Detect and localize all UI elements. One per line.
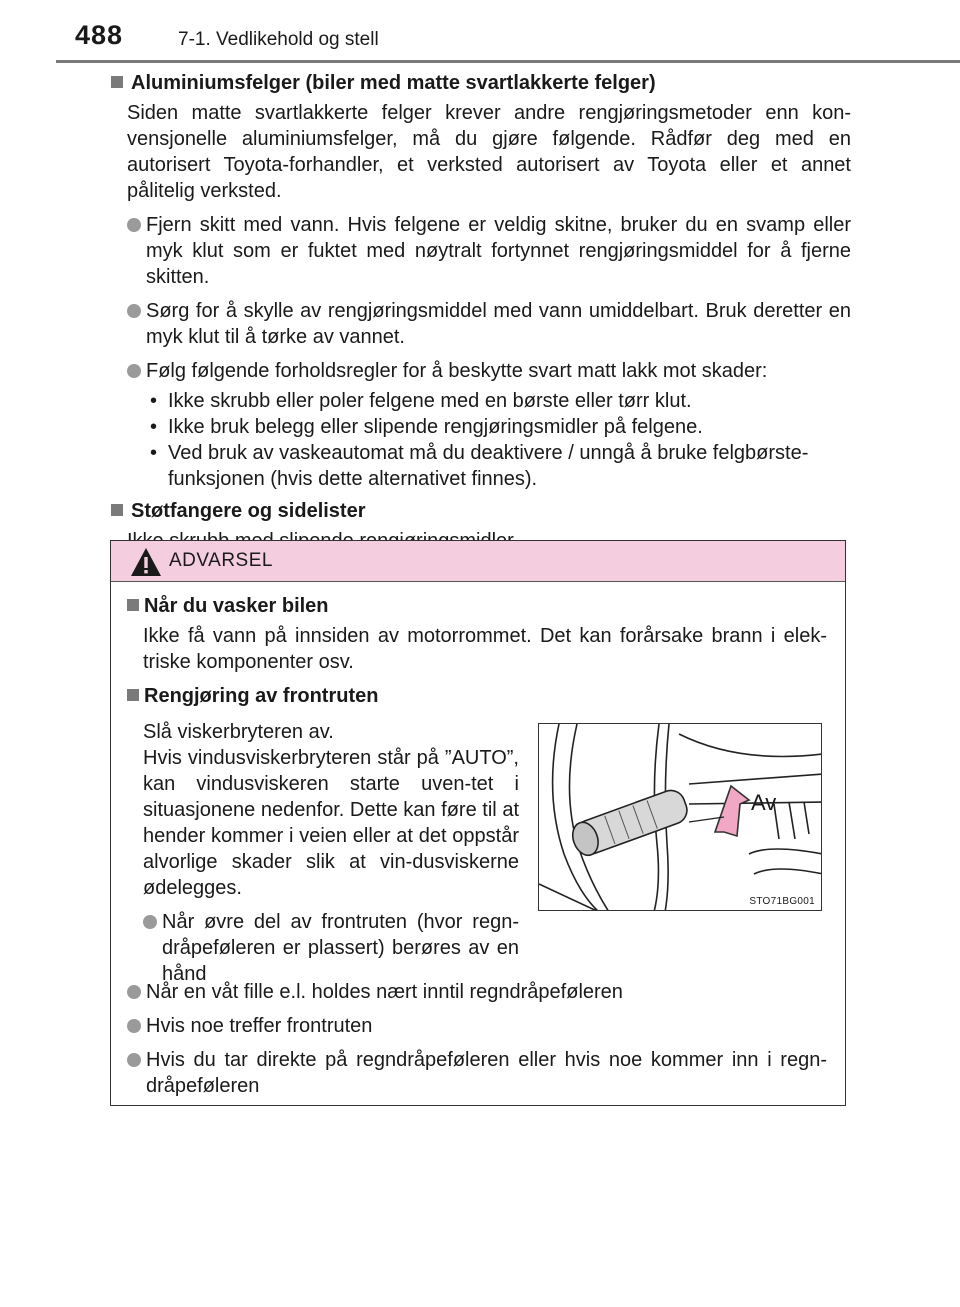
- circle-bullet-icon: [127, 1019, 141, 1033]
- sub-list-item: • Ikke skrubb eller poler felgene med en børste eller tørr klut.: [150, 390, 692, 412]
- warning-content: [127, 593, 827, 709]
- main-content: [111, 70, 851, 554]
- list-item: Når øvre del av frontruten (hvor regn-dråpeføleren er plassert) berøres av en hånd: [143, 909, 519, 987]
- circle-bullet-icon: [143, 915, 157, 929]
- page-header: [0, 0, 960, 62]
- section-title: 7-1. Vedlikehold og stell: [178, 29, 379, 50]
- wiper-instructions: [143, 719, 519, 987]
- list-item: Følg følgende forholdsregler for å beskytte svart matt lakk mot skader:: [127, 358, 851, 384]
- circle-bullet-icon: [127, 218, 141, 232]
- heading-washing: Når du vasker bilen: [127, 593, 827, 619]
- circle-bullet-icon: [127, 304, 141, 318]
- heading-bumpers: Støtfangere og sidelister: [111, 498, 851, 524]
- square-bullet-icon: [111, 76, 123, 88]
- circle-bullet-icon: [127, 985, 141, 999]
- wiper-paragraph: Hvis vindusviskerbryteren står på ”AUTO”, kan vindusviskeren starte uven-tet i situasjonene nedenfor. Dette kan føre til at hender kommer i veien eller at det oppstår alvorlige skader slik at vin-dusviskerne ødelegges.: [143, 747, 519, 899]
- warning-box: [110, 540, 846, 1106]
- page-number: 488: [75, 20, 124, 50]
- warning-triangle-icon: [129, 546, 163, 578]
- wiper-off-line: Slå viskerbryteren av.: [143, 721, 334, 743]
- warning-title: ADVARSEL: [169, 550, 273, 571]
- wiper-switch-illustration: [538, 723, 822, 911]
- wiper-bullet-list: [127, 971, 827, 1099]
- steering-column-drawing: [539, 724, 822, 911]
- illustration-code: STO71BG001: [749, 896, 815, 907]
- sub-list-item: • Ikke bruk belegg eller slipende rengjøringsmidler på felgene.: [150, 416, 703, 438]
- sub-list-item: • Ved bruk av vaskeautomat må du deaktivere / unngå å bruke felgbørste-funksjonen (hvis dette alternativet finnes).: [150, 442, 809, 490]
- list-item: Sørg for å skylle av rengjøringsmiddel med vann umiddelbart. Bruk deretter en myk klut til å tørke av vannet.: [127, 298, 851, 350]
- square-bullet-icon: [127, 599, 139, 611]
- circle-bullet-icon: [127, 1053, 141, 1067]
- list-item: Når en våt fille e.l. holdes nært inntil regndråpeføleren: [127, 979, 827, 1005]
- square-bullet-icon: [127, 689, 139, 701]
- list-item: Hvis du tar direkte på regndråpeføleren eller hvis noe kommer inn i regn-dråpeføleren: [127, 1047, 827, 1099]
- paragraph-aluminium-rims: Siden matte svartlakkerte felger krever andre rengjøringsmetoder enn kon-vensjonelle aluminiumsfelger, må du gjøre følgende. Rådfør deg med en autorisert Toyota-forhandler, et verksted autorisert av Toyota eller et annet pålitelig verksted.: [127, 102, 851, 202]
- list-item: Fjern skitt med vann. Hvis felgene er veldig skitne, bruker du en svamp eller myk klut som er fuktet med nøytralt fortynnet rengjøringsmiddel for å fjerne skitten.: [127, 212, 851, 290]
- warning-header: [111, 541, 845, 582]
- sub-list: [111, 388, 851, 492]
- square-bullet-icon: [111, 504, 123, 516]
- heading-windshield: Rengjøring av frontruten: [127, 683, 827, 709]
- paragraph-washing: Ikke få vann på innsiden av motorrommet. Det kan forårsake brann i elek-triske komponenter osv.: [143, 625, 827, 673]
- header-rule: [56, 60, 960, 63]
- list-item: Hvis noe treffer frontruten: [127, 1013, 827, 1039]
- circle-bullet-icon: [127, 364, 141, 378]
- heading-aluminium-rims: Aluminiumsfelger (biler med matte svartlakkerte felger): [111, 70, 851, 96]
- off-position-label: Av: [751, 790, 777, 815]
